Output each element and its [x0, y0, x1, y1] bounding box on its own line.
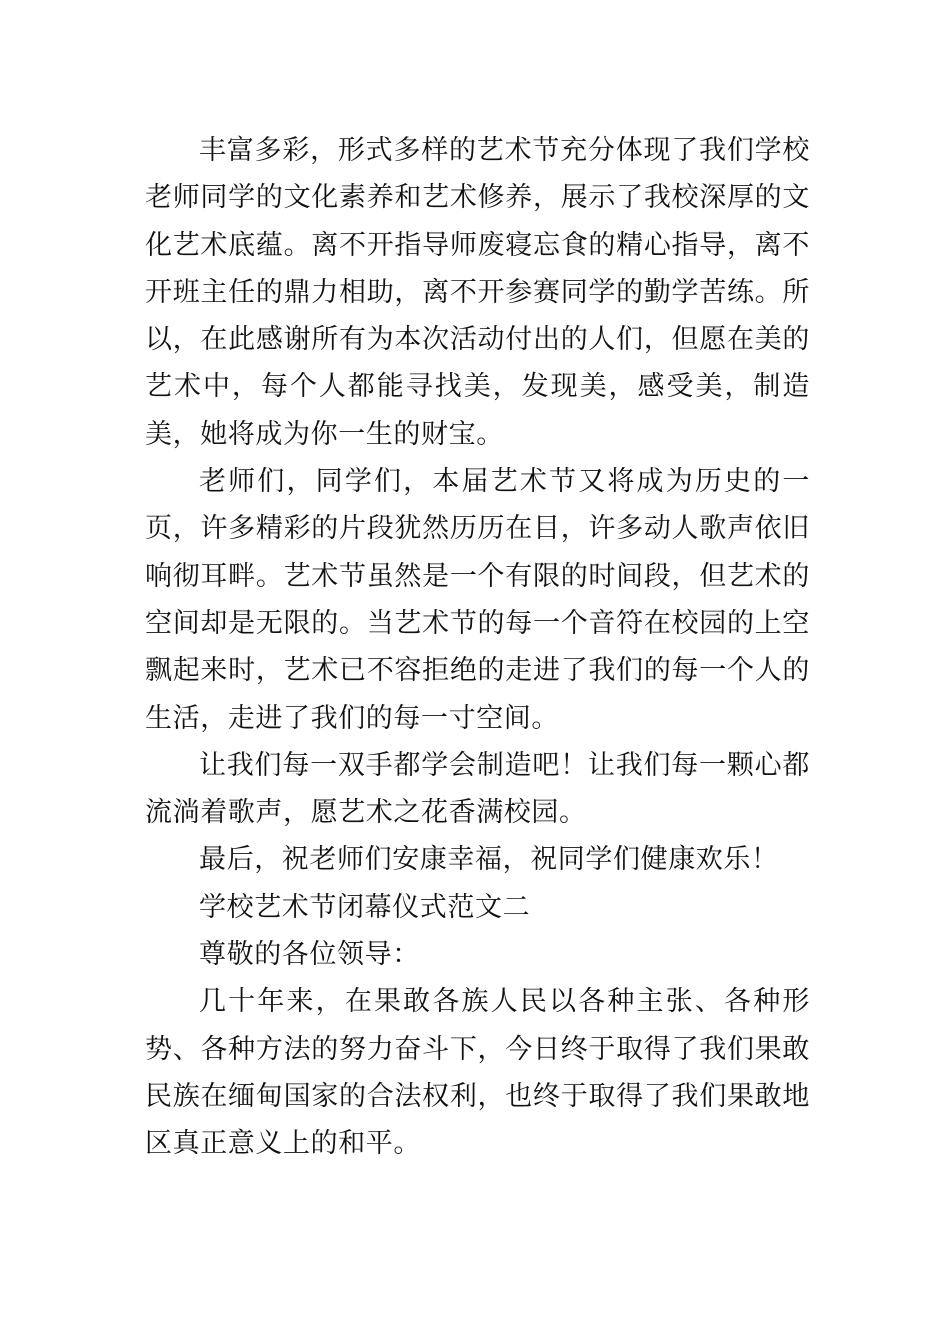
paragraph-kokang-peace: 几十年来，在果敢各族人民以各种主张、各种形势、各种方法的努力奋斗下，今日终于取得了我们果敢民族在缅甸国家的合法权利，也终于取得了我们果敢地区真正意义上的和平。: [145, 986, 810, 1160]
document-body: [145, 127, 810, 1168]
paragraph-art-festival-thanks: 丰富多彩，形式多样的艺术节充分体现了我们学校老师同学的文化素养和艺术修养，展示了我校深厚的文化艺术底蕴。离不开指导师废寝忘食的精心指导，离不开班主任的鼎力相助，离不开参赛同学的勤学苦练。所以，在此感谢所有为本次活动付出的人们，但愿在美的艺术中，每个人都能寻找美，发现美，感受美，制造美，她将成为你一生的财宝。: [145, 135, 810, 450]
paragraph-history-page: 老师们，同学们，本届艺术节又将成为历史的一页，许多精彩的片段犹然历历在目，许多动人歌声依旧响彻耳畔。艺术节虽然是一个有限的时间段，但艺术的空间却是无限的。当艺术节的每一个音符在校园的上空飘起来时，艺术已不容拒绝的走进了我们的每一个人的生活，走进了我们的每一寸空间。: [145, 466, 810, 734]
paragraph-closing-wishes: 最后，祝老师们安康幸福，祝同学们健康欢乐！: [199, 844, 779, 876]
paragraph-call-to-create: 让我们每一双手都学会制造吧！让我们每一颗心都流淌着歌声，愿艺术之花香满校园。: [145, 749, 810, 829]
salutation: 尊敬的各位领导：: [199, 939, 420, 971]
section-title-sample-two: 学校艺术节闭幕仪式范文二: [199, 891, 531, 923]
